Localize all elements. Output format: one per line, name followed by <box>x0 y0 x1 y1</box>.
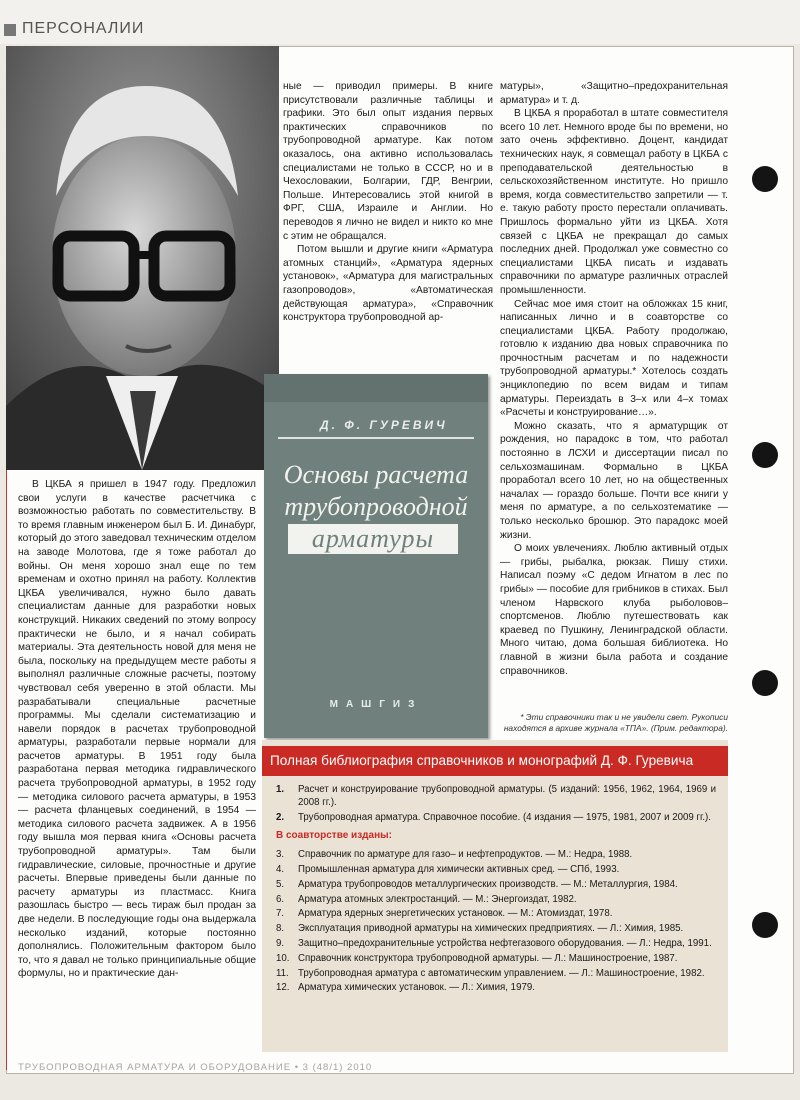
list-item <box>276 879 716 892</box>
binder-hole <box>752 166 778 192</box>
book-spine-stripe <box>264 374 488 402</box>
text-column-1 <box>18 478 256 981</box>
item-text: Эксплуатация приводной арматуры на химических предприятиях. — Л.: Химия, 1985. <box>298 923 684 935</box>
book-title-line: трубопроводной <box>284 492 468 521</box>
binder-hole <box>752 912 778 938</box>
item-text: Справочник по арматуре для газо– и нефтепродуктов. — М.: Недра, 1988. <box>298 849 633 861</box>
bibliography-box <box>262 740 728 1052</box>
paragraph: матуры», «Защитно–предохранительная арматура» и т. д. <box>500 81 728 106</box>
paragraph: Потом вышли и другие книги «Арматура атомных станций», «Арматура ядерных установок», «Арматура для магистральных газопроводов», «Автоматическая действующая арматура», «Справочник конструктора трубопроводной ар- <box>283 244 493 324</box>
bibliography-list <box>276 784 716 997</box>
item-text: Арматура атомных электростанций. — М.: Энергоиздат, 1982. <box>298 893 577 905</box>
coauthor-heading: В соавторстве изданы: <box>276 830 392 842</box>
item-text: Арматура химических установок. — Л.: Химия, 1979. <box>298 982 535 994</box>
paragraph: В ЦКБА я проработал в штате совместителя всего 10 лет. Немного вроде бы по времени, но зато очень эффективно. Доцент, кандидат технических наук, я совмещал работу в ЦКБА с преподавательской деятельностью в сельскохозяйственном институте. Но пришло время, когда совместительство запретили — т. е. такую работу просто перестали оплачивать. Пришлось формально уйти из ЦКБА. Хотя связей с ЦКБА не прекращал до самых последних дней. Продолжал уже совместно со специалистами ЦКБА писать и издавать справочники по арматуре различных отраслей промышленности. <box>500 108 728 296</box>
list-item <box>276 908 716 921</box>
item-number: 1. <box>276 784 285 795</box>
item-text: Арматура трубопроводов металлургических производств. — М.: Металлургия, 1984. <box>298 878 678 890</box>
item-text: Расчет и конструирование трубопроводной арматуры. (5 изданий: 1956, 1962, 1964, 1969 и 2008 гг.). <box>298 784 716 808</box>
paragraph: О моих увлечениях. Люблю активный отдых — грибы, рыбалка, рюкзак. Пишу стихи. Написал поэму «С дедом Игнатом в лес по грибы» — пособие для грибников в стихах. Был членом Нарвского клуба рыболовов–спортсменов. Люблю путешествовать как краевед по Пушкину, Ленинградской области. Много читаю, дома большая библиотека. Но главной в жизни была работа и создание справочников. <box>500 543 728 677</box>
list-item <box>276 812 716 825</box>
item-number: 8. <box>276 923 285 935</box>
item-text: Промышленная арматура для химически активных сред. — СПб, 1993. <box>298 863 620 875</box>
item-text: Справочник конструктора трубопроводной арматуры. — Л.: Машиностроение, 1987. <box>298 952 678 964</box>
item-number: 4. <box>276 863 285 875</box>
list-item <box>276 982 716 995</box>
list-item <box>276 864 716 877</box>
item-number: 5. <box>276 878 285 890</box>
bibliography-header <box>262 746 728 776</box>
item-number: 10. <box>276 952 290 964</box>
item-text: Трубопроводная арматура. Справочное пособие. (4 издания — 1975, 1981, 2007 и 2009 гг.). <box>298 811 711 823</box>
item-number: 11. <box>276 967 289 979</box>
binder-hole <box>752 670 778 696</box>
book-publisher: МАШГИЗ <box>329 699 423 710</box>
book-cover-image <box>264 374 488 738</box>
list-item <box>276 894 716 907</box>
list-item <box>276 953 716 966</box>
binder-hole <box>752 442 778 468</box>
section-marker <box>4 24 16 36</box>
text-column-2 <box>283 80 493 325</box>
list-item <box>276 849 716 862</box>
paragraph: Можно сказать, что я арматурщик от рождения, но парадокс в том, что работал постоянно в ЛСХИ и диссертации писал по сельхозмашинам. Формально в ЦКБА проработал всего 10 лет, но на общественных началах — гораздо больше. Почти все книги у меня по арматуре, а по сельхозтематике — только несколько брошюр. Это парадокс моей жизни. <box>500 420 728 541</box>
item-number: 3. <box>276 849 285 861</box>
item-text: Арматура ядерных энергетических установок. — М.: Атомиздат, 1978. <box>298 908 613 920</box>
page-footer: ТРУБОПРОВОДНАЯ АРМАТУРА И ОБОРУДОВАНИЕ • 3 (48/1) 2010 <box>18 1062 373 1073</box>
item-number: 6. <box>276 893 285 905</box>
page-header <box>0 0 800 44</box>
item-number: 2. <box>276 811 285 823</box>
list-item <box>276 938 716 951</box>
bibliography-title: Полная библиография справочников и монографий Д. Ф. Гуревича <box>270 753 694 768</box>
list-item <box>276 923 716 936</box>
item-text: Защитно–предохранительные устройства нефтегазового оборудования. — Л.: Недра, 1991. <box>298 937 712 949</box>
paragraph: ные — приводил примеры. В книге присутствовали различные таблицы и графики. Это был опыт издания первых практических справочников по трубопроводной арматуре. Как потом оказалось, она активно использовалась специалистами не только в СССР, но и в Чехословакии, Болгарии, ГДР, Венгрии, Польше. Интересовались этой книгой в ФРГ, США, Израиле и Англии. Но переводов я лично не видел и никто ко мне с этим не обращался. <box>283 81 493 242</box>
editor-footnote: * Эти справочники так и не увидели свет. Рукописи находятся в архиве журнала «ТПА». (Прим. редактора). <box>503 712 728 733</box>
text-column-3 <box>500 80 728 678</box>
portrait-photo <box>6 46 279 470</box>
paragraph: Сейчас мое имя стоит на обложках 15 книг, написанных лично и в соавторстве со специалистами ЦКБА. Работу продолжаю, готовлю к изданию два новых справочника по прочностным расчетам и по надежности трубопроводной арматуры.* Хотелось создать энциклопедию по всем видам и типам арматуры. Переиздать в 3–х или 4–х томах «Расчеты и конструирование…». <box>500 298 728 419</box>
book-rule <box>278 437 474 439</box>
list-item <box>276 968 716 981</box>
book-title-line: Основы расчета <box>283 460 469 489</box>
book-author: Д. Ф. ГУРЕВИЧ <box>320 418 448 432</box>
item-number: 9. <box>276 937 285 949</box>
section-title: ПЕРСОНАЛИИ <box>22 20 145 37</box>
book-title-line: арматуры <box>288 524 458 554</box>
item-number: 12. <box>276 982 290 994</box>
item-number: 7. <box>276 908 285 920</box>
list-item <box>276 784 716 810</box>
paragraph: В ЦКБА я пришел в 1947 году. Предложил свои услуги в качестве расчетчика с возможностью работать по совместительству. В то время главным инженером был Б. И. Динабург, который до этого заведовал техническим отделом на заводе Молотова, где я тоже работал до войны. Он меня хорошо знал еще по тем временам и охотно принял на работу. Коллектив ЦКБА увеличивался, нужно было давать специалистам данные для разработки новых конструкций. Никаких сведений по этому вопросу практически не было, и я начал собирать материалы. Эта деятельность новой для меня не была, поскольку на предыдущем месте работы я выполнял различные сложные расчеты, поэтому чувствовал себя уверенно в этой области. Мы разрабатывали специальные расчетные программы. Мы сделали систематизацию и навели порядок в расчетах трубопроводной арматуры, разработали первые нормали для расчетов арматуры. В 1951 году была разработана первая методика гидравлического расчета трубопроводной арматуры, в 1952 году — методика силового расчета арматуры, в 1953 — расчета фланцевых соединений, в 1954 — методика силового расчета задвижек. А в 1956 году вышла моя первая книга «Основы расчета трубопроводной арматуры». Там были гидравлические, силовые, прочностные и другие расчеты. Впервые приведены были данные по расчету арматуры из пластмасс. Книга разошлась быстро — весь тираж был продан за две недели. В последующие годы она выдержала несколько изданий, которые постоянно дополнялись. Положительным фактором было то, что я давал не только принципиальные общие формулы, но и практические дан- <box>18 479 257 980</box>
item-text: Трубопроводная арматура с автоматическим управлением. — Л.: Машиностроение, 1982. <box>298 967 705 979</box>
